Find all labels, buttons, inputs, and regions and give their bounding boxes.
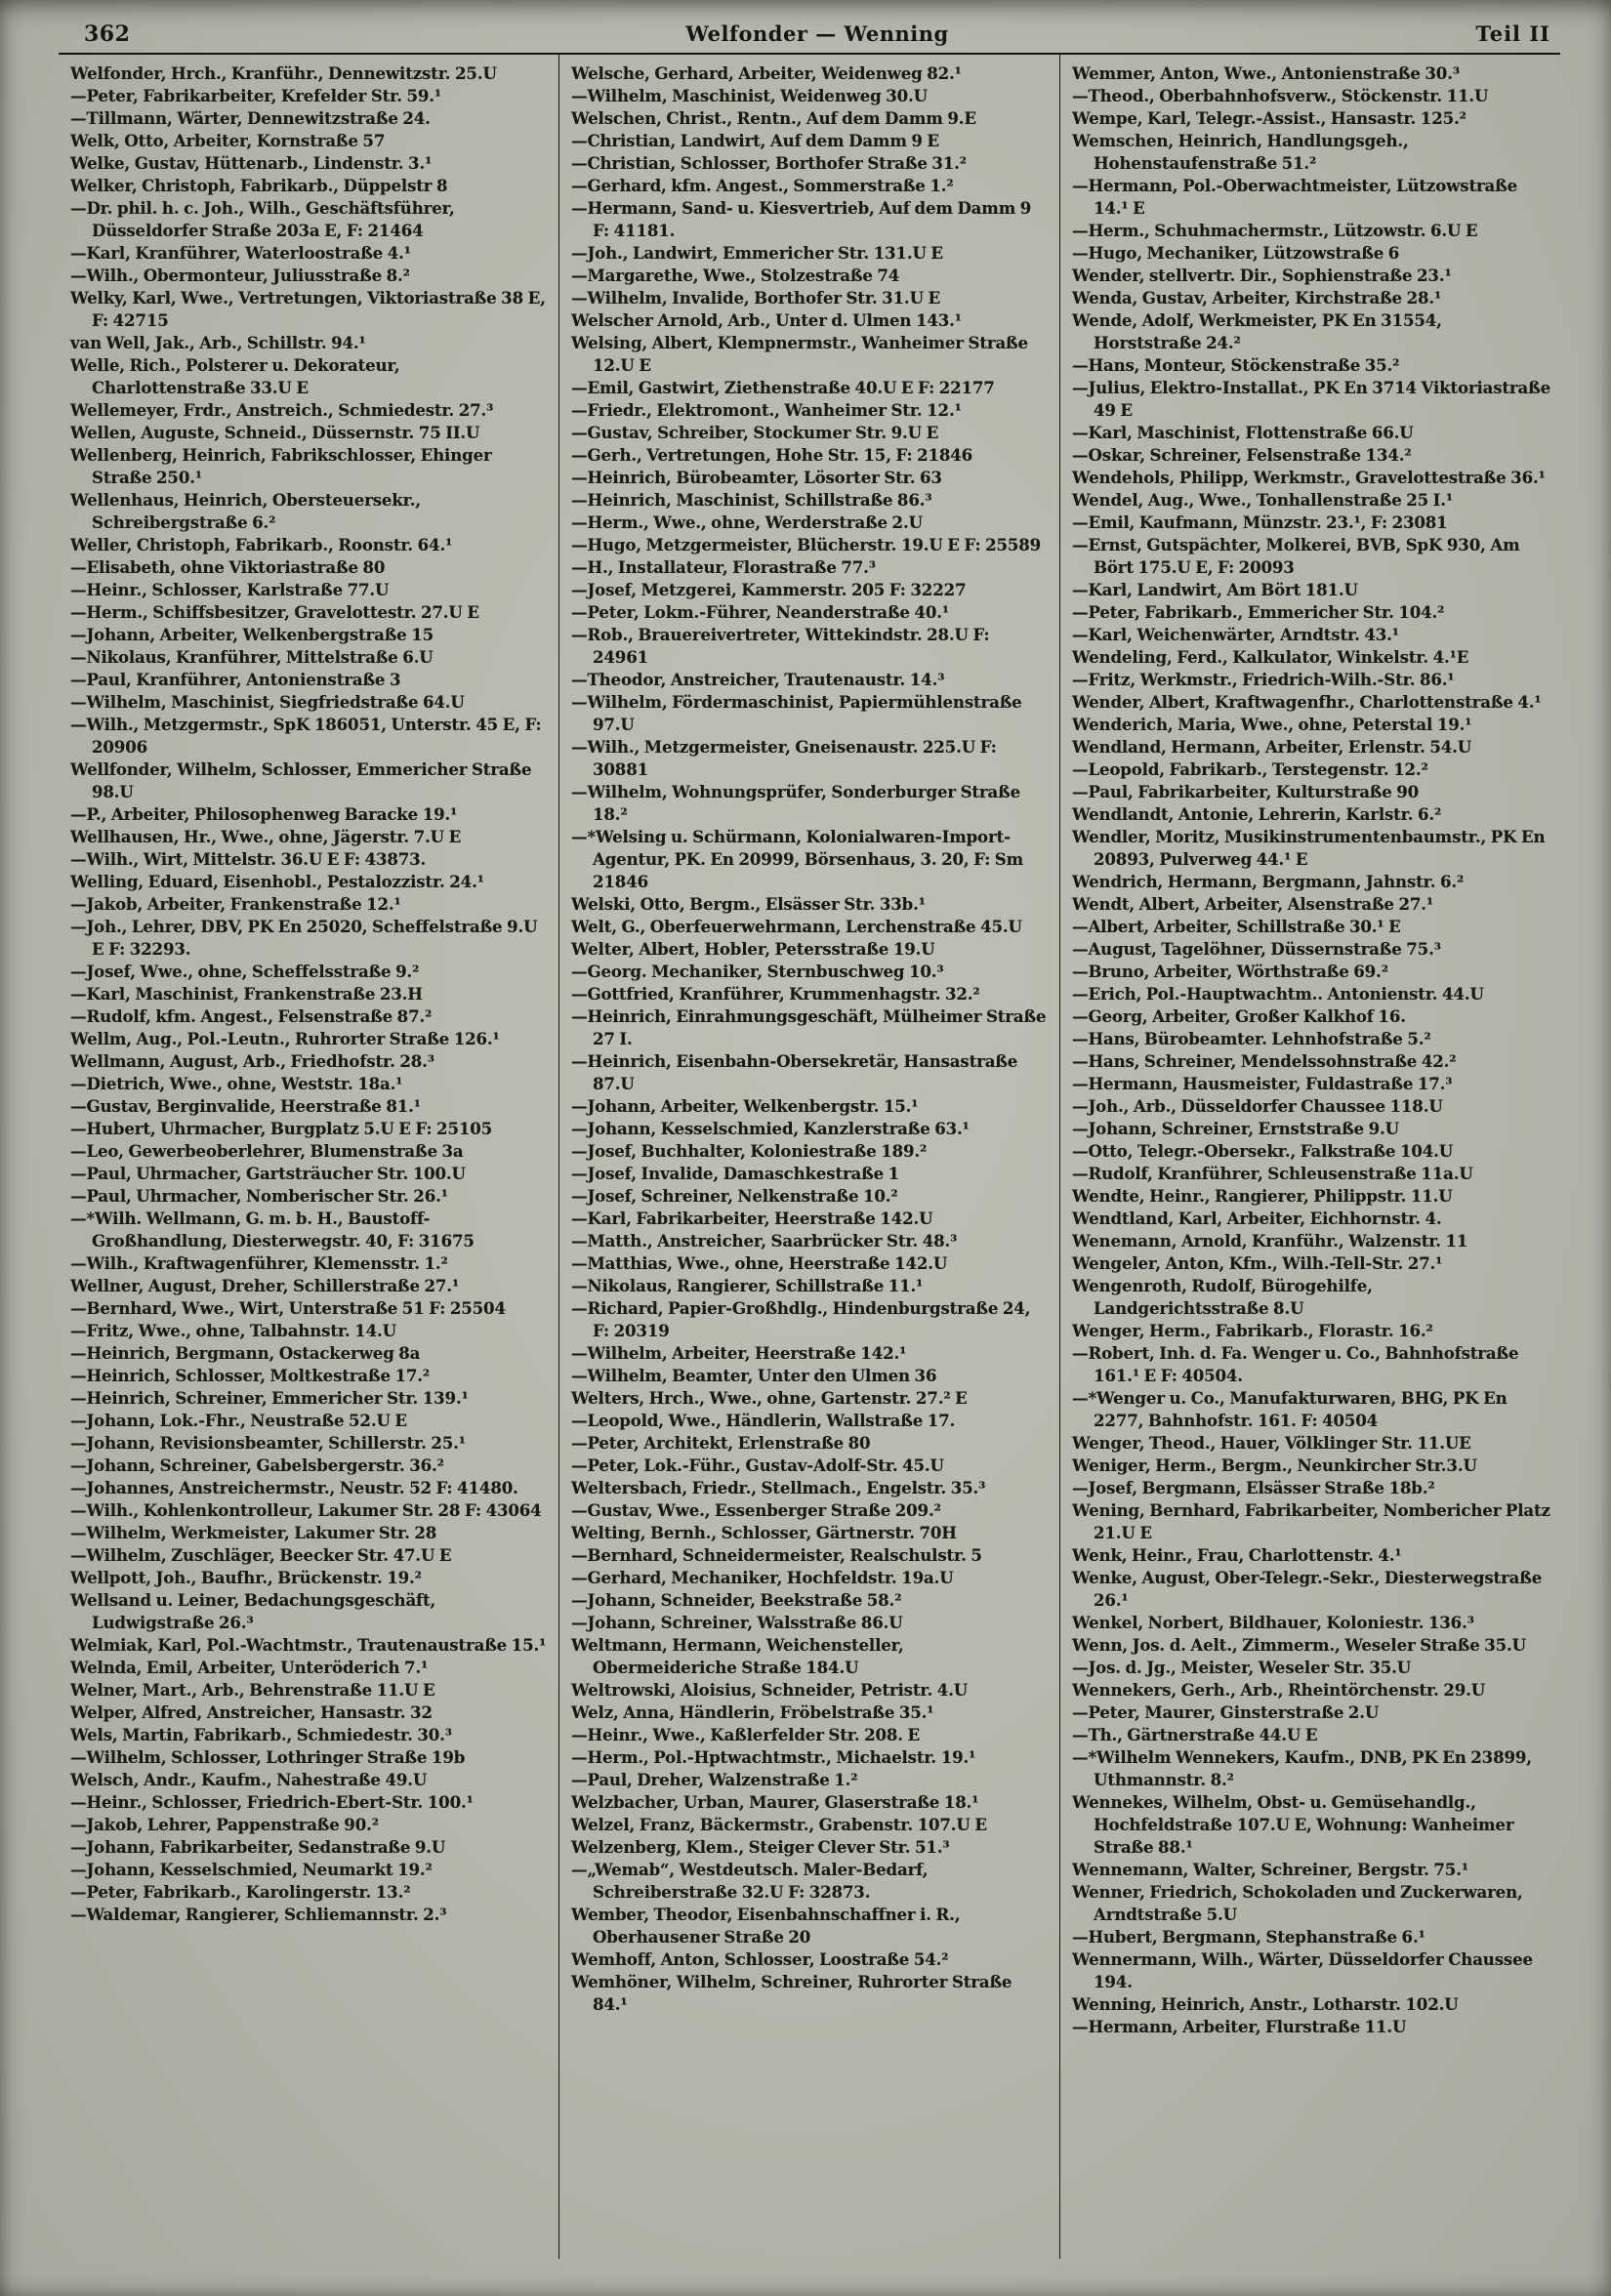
directory-entry: —Gerhard, kfm. Angest., Sommerstraße 1.² (571, 176, 954, 195)
directory-entry: —Wilhelm, Maschinist, Siegfriedstraße 64.U (70, 692, 465, 712)
directory-entry: Welle, Rich., Polsterer u. Dekorateur, Charlottenstraße 33.U E (70, 355, 400, 397)
directory-entry: —Dietrich, Wwe., ohne, Weststr. 18a.¹ (70, 1074, 403, 1093)
directory-entry: —Heinrich, Bergmann, Ostackerweg 8a (70, 1343, 421, 1363)
directory-entry: —Jos. d. Jg., Meister, Weseler Str. 35.U (1072, 1658, 1412, 1677)
directory-entry: Wende, Adolf, Werkmeister, PK En 31554, Horststraße 24.² (1072, 310, 1442, 352)
directory-entry: —Albert, Arbeiter, Schillstraße 30.¹ E (1072, 917, 1401, 936)
directory-entry: Wempe, Karl, Telegr.-Assist., Hansastr. 125.² (1072, 108, 1466, 128)
directory-entry: —Wilh., Kohlenkontrolleur, Lakumer Str. 28 F: 43064 (70, 1500, 542, 1520)
directory-entry: Welker, Christoph, Fabrikarb., Düppelstr 8 (70, 176, 448, 195)
directory-entry: —Ernst, Gutspächter, Molkerei, BVB, SpK 930, Am Bört 175.U E, F: 20093 (1072, 535, 1520, 577)
directory-entry: —Margarethe, Wwe., Stolzestraße 74 (571, 266, 900, 285)
directory-entry: Wellen, Auguste, Schneid., Düssernstr. 75 II.U (70, 423, 480, 442)
directory-entry: Wenkel, Norbert, Bildhauer, Koloniestr. 136.³ (1072, 1613, 1474, 1632)
directory-entry: —Josef, Schreiner, Nelkenstraße 10.² (571, 1186, 898, 1206)
directory-entry: —Karl, Landwirt, Am Bört 181.U (1072, 580, 1358, 599)
directory-entry: —Bruno, Arbeiter, Wörthstraße 69.² (1072, 962, 1388, 981)
directory-entry: —Heinrich, Einrahmungsgeschäft, Mülheimer Straße 27 I. (571, 1006, 1047, 1048)
directory-entry: —Christian, Landwirt, Auf dem Damm 9 E (571, 131, 939, 150)
directory-entry: —Hans, Schreiner, Mendelssohnstraße 42.² (1072, 1051, 1457, 1071)
directory-entry: —Johann, Revisionsbeamter, Schillerstr. 25.¹ (70, 1433, 466, 1453)
directory-entry: —Wilhelm, Schlosser, Lothringer Straße 19b (70, 1747, 466, 1767)
directory-entry: Weltersbach, Friedr., Stellmach., Engelstr. 35.³ (571, 1478, 986, 1497)
directory-entry: —Richard, Papier-Großhdlg., Hindenburgstraße 24, F: 20319 (571, 1298, 1031, 1340)
directory-entry: —Johann, Schreiner, Walsstraße 86.U (571, 1613, 903, 1632)
directory-entry: —Heinrich, Maschinist, Schillstraße 86.³ (571, 490, 932, 510)
directory-entry: Welmiak, Karl, Pol.-Wachtmstr., Trautenaustraße 15.¹ (70, 1635, 547, 1655)
directory-entry: —Peter, Fabrikarbeiter, Krefelder Str. 59.¹ (70, 86, 442, 105)
directory-entry: —Gerh., Vertretungen, Hohe Str. 15, F: 21846 (571, 445, 973, 465)
directory-entry: Wellemeyer, Frdr., Anstreich., Schmiedestr. 27.³ (70, 400, 494, 420)
directory-entry: —Jakob, Arbeiter, Frankenstraße 12.¹ (70, 894, 401, 914)
directory-entry: Welzenberg, Klem., Steiger Clever Str. 51.³ (571, 1837, 950, 1857)
directory-entry: —Josef, Metzgerei, Kammerstr. 205 F: 32227 (571, 580, 967, 599)
directory-entry: Wendte, Heinr., Rangierer, Philippstr. 11.U (1072, 1186, 1453, 1206)
directory-entry: Welsche, Gerhard, Arbeiter, Weidenweg 82.¹ (571, 63, 962, 83)
directory-entry: —Heinrich, Bürobeamter, Lösorter Str. 63 (571, 468, 942, 487)
directory-entry: —Heinrich, Eisenbahn-Obersekretär, Hansastraße 87.U (571, 1051, 1018, 1093)
directory-entry: —Hermann, Arbeiter, Flurstraße 11.U (1072, 2017, 1407, 2036)
directory-entry: —Peter, Fabrikarb., Karolingerstr. 13.² (70, 1882, 411, 1902)
directory-entry: —Johann, Kesselschmied, Neumarkt 19.² (70, 1860, 433, 1879)
directory-entry: Welnda, Emil, Arbeiter, Unteröderich 7.¹ (70, 1658, 429, 1677)
column (59, 55, 558, 2259)
directory-entry: Wennemann, Walter, Schreiner, Bergstr. 75.¹ (1072, 1860, 1468, 1879)
directory-entry: Wellpott, Joh., Baufhr., Brückenstr. 19.² (70, 1568, 422, 1587)
directory-entry: Welky, Karl, Wwe., Vertretungen, Viktoriastraße 38 E, F: 42715 (70, 288, 546, 330)
directory-entry: Wemhöner, Wilhelm, Schreiner, Ruhrorter Straße 84.¹ (571, 1972, 1012, 2014)
directory-entry: Welzbacher, Urban, Maurer, Glaserstraße 18.¹ (571, 1792, 979, 1812)
directory-entry: —Hubert, Uhrmacher, Burgplatz 5.U E F: 25105 (70, 1119, 493, 1138)
directory-entry: —Johann, Schneider, Beekstraße 58.² (571, 1590, 902, 1610)
directory-entry: Wels, Martin, Fabrikarb., Schmiedestr. 30.³ (70, 1725, 452, 1744)
directory-entry: —Hermann, Hausmeister, Fuldastraße 17.³ (1072, 1074, 1453, 1093)
directory-entry: —Peter, Lok.-Führ., Gustav-Adolf-Str. 45.U (571, 1456, 944, 1475)
directory-entry: —Theodor, Anstreicher, Trautenaustr. 14.³ (571, 670, 945, 689)
directory-entry: —Johann, Arbeiter, Welkenbergstraße 15 (70, 625, 434, 644)
directory-entry: Wendt, Albert, Arbeiter, Alsenstraße 27.¹ (1072, 894, 1433, 914)
directory-entry: —Nikolaus, Rangierer, Schillstraße 11.¹ (571, 1276, 924, 1295)
directory-entry: Wenger, Herm., Fabrikarb., Florastr. 16.² (1072, 1321, 1433, 1340)
directory-entry: —Wilhelm, Arbeiter, Heerstraße 142.¹ (571, 1343, 907, 1363)
directory-entry: —Hugo, Metzgermeister, Blücherstr. 19.U E F: 25589 (571, 535, 1042, 554)
directory-entry: —Leopold, Fabrikarb., Terstegenstr. 12.² (1072, 759, 1428, 779)
directory-entry: —Heinr., Schlosser, Friedrich-Ebert-Str. 100.¹ (70, 1792, 474, 1812)
column (558, 55, 1059, 2259)
directory-entry: Wendtland, Karl, Arbeiter, Eichhornstr. 4. (1072, 1209, 1442, 1228)
directory-entry: —Friedr., Elektromont., Wanheimer Str. 12.¹ (571, 400, 962, 420)
directory-entry: —Emil, Kaufmann, Münzstr. 23.¹, F: 23081 (1072, 512, 1448, 532)
directory-entry: Welter, Albert, Hobler, Petersstraße 19.U (571, 939, 935, 959)
directory-entry: —*Wenger u. Co., Manufakturwaren, BHG, PK En 2277, Bahnhofstr. 161. F: 40504 (1072, 1388, 1508, 1430)
directory-entry: —Robert, Inh. d. Fa. Wenger u. Co., Bahnhofstraße 161.¹ E F: 40504. (1072, 1343, 1519, 1385)
directory-entry: —*Welsing u. Schürmann, Kolonialwaren-Import-Agentur, PK. En 20999, Börsenhaus, 3. 20, F: Sm 21846 (571, 827, 1024, 891)
directory-entry: Wellmann, August, Arb., Friedhofstr. 28.³ (70, 1051, 434, 1071)
directory-entry: Wenke, August, Ober-Telegr.-Sekr., Diesterwegstraße 26.¹ (1072, 1568, 1543, 1610)
directory-entry: Wellner, August, Dreher, Schillerstraße 27.¹ (70, 1276, 460, 1295)
directory-entry: —Emil, Gastwirt, Ziethenstraße 40.U E F: 22177 (571, 378, 995, 397)
directory-entry: —Paul, Dreher, Walzenstraße 1.² (571, 1770, 858, 1789)
directory-entry: —Peter, Maurer, Ginsterstraße 2.U (1072, 1702, 1380, 1722)
directory-entry: —Heinr., Wwe., Kaßlerfelder Str. 208. E (571, 1725, 921, 1744)
directory-entry: —Johann, Schreiner, Ernststraße 9.U (1072, 1119, 1399, 1138)
directory-entry: —Josef, Invalide, Damaschkestraße 1 (571, 1164, 900, 1183)
directory-entry: —Bernhard, Schneidermeister, Realschulstr. 5 (571, 1545, 982, 1565)
directory-entry: Wember, Theodor, Eisenbahnschaffner i. R., Oberhausener Straße 20 (571, 1905, 961, 1947)
directory-entry: —Wilhelm, Fördermaschinist, Papiermühlenstraße 97.U (571, 692, 1022, 734)
directory-entry: Wening, Bernhard, Fabrikarbeiter, Nombericher Platz 21.U E (1072, 1500, 1550, 1542)
directory-entry: —Johann, Lok.-Fhr., Neustraße 52.U E (70, 1411, 407, 1430)
directory-entry: —Wilhelm, Beamter, Unter den Ulmen 36 (571, 1366, 937, 1385)
directory-entry: —Gustav, Berginvalide, Heerstraße 81.¹ (70, 1096, 421, 1116)
directory-entry: Welski, Otto, Bergm., Elsässer Str. 33b.¹ (571, 894, 926, 914)
directory-entry: —Karl, Maschinist, Flottenstraße 66.U (1072, 423, 1414, 442)
directory-entry: —Wilh., Obermonteur, Juliusstraße 8.² (70, 266, 410, 285)
directory-entry: Wengenroth, Rudolf, Bürogehilfe, Landgerichtsstraße 8.U (1072, 1276, 1373, 1318)
directory-entry: —Herm., Wwe., ohne, Werderstraße 2.U (571, 512, 923, 532)
directory-entry: —Hans, Monteur, Stöckenstraße 35.² (1072, 355, 1400, 375)
directory-entry: Wendlandt, Antonie, Lehrerin, Karlstr. 6.² (1072, 804, 1442, 824)
directory-entry: —Wilh., Metzgermstr., SpK 186051, Unterstr. 45 E, F: 20906 (70, 715, 542, 757)
directory-entry: Wellenhaus, Heinrich, Obersteuersekr., Schreibergstraße 6.² (70, 490, 421, 532)
directory-entry: Wellenberg, Heinrich, Fabrikschlosser, Ehinger Straße 250.¹ (70, 445, 492, 487)
directory-entry: —Karl, Fabrikarbeiter, Heerstraße 142.U (571, 1209, 933, 1228)
directory-entry: Wenning, Heinrich, Anstr., Lotharstr. 102.U (1072, 1994, 1459, 2014)
directory-entry: —Georg. Mechaniker, Sternbuschweg 10.³ (571, 962, 944, 981)
directory-entry: Wenner, Friedrich, Schokoladen und Zuckerwaren, Arndtstraße 5.U (1072, 1882, 1523, 1924)
directory-entry: Weltmann, Hermann, Weichensteller, Obermeideriche Straße 184.U (571, 1635, 904, 1677)
directory-entry: Wendler, Moritz, Musikinstrumentenbaumstr., PK En 20893, Pulverweg 44.¹ E (1072, 827, 1546, 869)
directory-entry: Welk, Otto, Arbeiter, Kornstraße 57 (70, 131, 386, 150)
directory-entry: —Johann, Fabrikarbeiter, Sedanstraße 9.U (70, 1837, 446, 1857)
directory-entry: —Herm., Pol.-Hptwachtmstr., Michaelstr. 19.¹ (571, 1747, 976, 1767)
directory-entry: —Th., Gärtnerstraße 44.U E (1072, 1725, 1318, 1744)
directory-entry: Weller, Christoph, Fabrikarb., Roonstr. 64.¹ (70, 535, 453, 554)
column (1059, 55, 1560, 2259)
directory-entry: —Georg, Arbeiter, Großer Kalkhof 16. (1072, 1006, 1406, 1026)
directory-entry: —Josef, Buchhalter, Koloniestraße 189.² (571, 1141, 928, 1161)
directory-entry: Wenderich, Maria, Wwe., ohne, Peterstal 19.¹ (1072, 715, 1472, 734)
directory-entry: —Julius, Elektro-Installat., PK En 3714 Viktoriastraße 49 E (1072, 378, 1550, 420)
directory-entry: Wenk, Heinr., Frau, Charlottenstr. 4.¹ (1072, 1545, 1402, 1565)
directory-entry: —P., Arbeiter, Philosophenweg Baracke 19.¹ (70, 804, 458, 824)
directory-entry: —Bernhard, Wwe., Wirt, Unterstraße 51 F: 25504 (70, 1298, 506, 1318)
directory-entry: Wellm, Aug., Pol.-Leutn., Ruhrorter Straße 126.¹ (70, 1029, 500, 1048)
directory-entry: Wendrich, Hermann, Bergmann, Jahnstr. 6.² (1072, 872, 1465, 891)
directory-entry: —Wilhelm, Wohnungsprüfer, Sonderburger Straße 18.² (571, 782, 1020, 824)
directory-entry: —Peter, Architekt, Erlenstraße 80 (571, 1433, 871, 1453)
directory-entry: Wengeler, Anton, Kfm., Wilh.-Tell-Str. 27.¹ (1072, 1253, 1443, 1273)
directory-entry: Welting, Bernh., Schlosser, Gärtnerstr. 70H (571, 1523, 957, 1542)
directory-entry: Welters, Hrch., Wwe., ohne, Gartenstr. 27.² E (571, 1388, 968, 1408)
directory-entry: —Karl, Kranführer, Waterloostraße 4.¹ (70, 243, 411, 263)
directory-entry: —Herm., Schuhmachermstr., Lützowstr. 6.U E (1072, 221, 1478, 240)
directory-entry: —Fritz, Wwe., ohne, Talbahnstr. 14.U (70, 1321, 396, 1340)
directory-entry: —Elisabeth, ohne Viktoriastraße 80 (70, 557, 386, 577)
directory-entry: Welling, Eduard, Eisenhobl., Pestalozzistr. 24.¹ (70, 872, 484, 891)
directory-entry: —„Wemab“, Westdeutsch. Maler-Bedarf, Schreiberstraße 32.U F: 32873. (571, 1860, 929, 1902)
directory-entry: Wendel, Aug., Wwe., Tonhallenstraße 25 I.¹ (1072, 490, 1454, 510)
directory-entry: Welke, Gustav, Hüttenarb., Lindenstr. 3.¹ (70, 153, 433, 173)
directory-entry: —Johann, Arbeiter, Welkenbergstr. 15.¹ (571, 1096, 919, 1116)
directory-entry: van Well, Jak., Arb., Schillstr. 94.¹ (70, 333, 366, 352)
directory-entry: —Hubert, Bergmann, Stephanstraße 6.¹ (1072, 1927, 1425, 1947)
header-part-label: Teil II (1475, 21, 1550, 46)
directory-entry: —Oskar, Schreiner, Felsenstraße 134.² (1072, 445, 1412, 465)
directory-entry: —H., Installateur, Florastraße 77.³ (571, 557, 876, 577)
directory-entry: Wellsand u. Leiner, Bedachungsgeschäft, Ludwigstraße 26.³ (70, 1590, 436, 1632)
directory-entry: Welschen, Christ., Rentn., Auf dem Damm 9.E (571, 108, 976, 128)
directory-entry: —Hermann, Pol.-Oberwachtmeister, Lützowstraße 14.¹ E (1072, 176, 1518, 218)
directory-entry: —Waldemar, Rangierer, Schliemannstr. 2.³ (70, 1905, 447, 1924)
directory-entry: —Wilhelm, Maschinist, Weidenweg 30.U (571, 86, 928, 105)
directory-entry: —Matth., Anstreicher, Saarbrücker Str. 48.³ (571, 1231, 958, 1250)
directory-entry: Weltrowski, Aloisius, Schneider, Petristr. 4.U (571, 1680, 969, 1700)
directory-entry: —August, Tagelöhner, Düssernstraße 75.³ (1072, 939, 1441, 959)
directory-entry: —Rob., Brauereivertreter, Wittekindstr. 28.U F: 24961 (571, 625, 990, 667)
directory-entry: —Wilhelm, Werkmeister, Lakumer Str. 28 (70, 1523, 437, 1542)
directory-entry: —Hans, Bürobeamter. Lehnhofstraße 5.² (1072, 1029, 1431, 1048)
directory-entry: —Matthias, Wwe., ohne, Heerstraße 142.U (571, 1253, 948, 1273)
directory-entry: —Herm., Schiffsbesitzer, Gravelottestr. 27.U E (70, 602, 479, 622)
directory-entry: —Leo, Gewerbeoberlehrer, Blumenstraße 3a (70, 1141, 464, 1161)
directory-entry: Wellfonder, Wilhelm, Schlosser, Emmericher Straße 98.U (70, 759, 532, 801)
page-header (59, 21, 1560, 55)
directory-entry: —Peter, Fabrikarb., Emmericher Str. 104.² (1072, 602, 1445, 622)
directory-entry: Wendeling, Ferd., Kalkulator, Winkelstr. 4.¹E (1072, 647, 1469, 667)
directory-entry: Welper, Alfred, Anstreicher, Hansastr. 32 (70, 1702, 433, 1722)
directory-entry: —Rudolf, kfm. Angest., Felsenstraße 87.² (70, 1006, 433, 1026)
directory-entry: —Gottfried, Kranführer, Krummenhagstr. 32.² (571, 984, 980, 1004)
directory-entry: —*Wilh. Wellmann, G. m. b. H., Baustoff-Großhandlung, Diesterwegstr. 40, F: 31675 (70, 1209, 475, 1250)
directory-entry: —Otto, Telegr.-Obersekr., Falkstraße 104.U (1072, 1141, 1454, 1161)
directory-entry: —Nikolaus, Kranführer, Mittelstraße 6.U (70, 647, 434, 667)
directory-entry: —Gustav, Schreiber, Stockumer Str. 9.U E (571, 423, 939, 442)
directory-entry: —Heinrich, Schlosser, Moltkestraße 17.² (70, 1366, 431, 1385)
directory-entry: —Paul, Kranführer, Antonienstraße 3 (70, 670, 401, 689)
directory-entry: —Wilhelm, Invalide, Borthofer Str. 31.U E (571, 288, 941, 308)
directory-entry: Wendland, Hermann, Arbeiter, Erlenstr. 54.U (1072, 737, 1472, 757)
directory-entry: —Paul, Fabrikarbeiter, Kulturstraße 90 (1072, 782, 1420, 801)
directory-entry: —Josef, Wwe., ohne, Scheffelsstraße 9.² (70, 962, 420, 981)
directory-entry: Welt, G., Oberfeuerwehrmann, Lerchenstraße 45.U (571, 917, 1022, 936)
directory-entry: Wemhoff, Anton, Schlosser, Loostraße 54.² (571, 1949, 949, 1969)
directory-entry: —Joh., Lehrer, DBV, PK En 25020, Scheffelstraße 9.U E F: 32293. (70, 917, 538, 959)
directory-entry: —Hermann, Sand- u. Kiesvertrieb, Auf dem Damm 9 F: 41181. (571, 198, 1032, 240)
directory-entry: —Hugo, Mechaniker, Lützowstraße 6 (1072, 243, 1400, 263)
directory-entry: —Dr. phil. h. c. Joh., Wilh., Geschäftsführer, Düsseldorfer Straße 203a E, F: 21464 (70, 198, 455, 240)
directory-columns (59, 55, 1560, 2259)
directory-entry: Welsing, Albert, Klempnermstr., Wanheimer Straße 12.U E (571, 333, 1028, 375)
directory-entry: —Gerhard, Mechaniker, Hochfeldstr. 19a.U (571, 1568, 954, 1587)
directory-entry: —Johann, Kesselschmied, Kanzlerstraße 63.¹ (571, 1119, 970, 1138)
directory-entry: —Jakob, Lehrer, Pappenstraße 90.² (70, 1815, 379, 1834)
directory-entry: Wendehols, Philipp, Werkmstr., Gravelottestraße 36.¹ (1072, 468, 1546, 487)
page-number: 362 (84, 21, 131, 47)
directory-entry: Wellhausen, Hr., Wwe., ohne, Jägerstr. 7.U E (70, 827, 462, 846)
directory-entry: Wennermann, Wilh., Wärter, Düsseldorfer Chaussee 194. (1072, 1949, 1533, 1991)
directory-entry: —Wilhelm, Zuschläger, Beecker Str. 47.U E (70, 1545, 452, 1565)
directory-entry: Welscher Arnold, Arb., Unter d. Ulmen 143.¹ (571, 310, 962, 330)
directory-entry: Welsch, Andr., Kaufm., Nahestraße 49.U (70, 1770, 428, 1789)
directory-entry: —Peter, Lokm.-Führer, Neanderstraße 40.¹ (571, 602, 949, 622)
directory-entry: Welzel, Franz, Bäckermstr., Grabenstr. 107.U E (571, 1815, 987, 1834)
directory-entry: —Johannes, Anstreichermstr., Neustr. 52 F: 41480. (70, 1478, 518, 1497)
directory-entry: —Gustav, Wwe., Essenberger Straße 209.² (571, 1500, 941, 1520)
directory-entry: —Wilh., Kraftwagenführer, Klemensstr. 1.² (70, 1253, 448, 1273)
header-title: Welfonder — Wenning (685, 21, 949, 46)
directory-entry: —Paul, Uhrmacher, Nomberischer Str. 26.¹ (70, 1186, 448, 1206)
directory-entry: —Josef, Bergmann, Elsässer Straße 18b.² (1072, 1478, 1435, 1497)
directory-entry: —Karl, Maschinist, Frankenstraße 23.H (70, 984, 423, 1004)
directory-entry: Wennekes, Wilhelm, Obst- u. Gemüsehandlg., Hochfeldstraße 107.U E, Wohnung: Wanheimer Straße 88.¹ (1072, 1792, 1514, 1857)
directory-entry: Welz, Anna, Händlerin, Fröbelstraße 35.¹ (571, 1702, 934, 1722)
directory-entry: Wender, stellvertr. Dir., Sophienstraße 23.¹ (1072, 266, 1452, 285)
directory-entry: —Fritz, Werkmstr., Friedrich-Wilh.-Str. 86.¹ (1072, 670, 1455, 689)
directory-entry: —Joh., Arb., Düsseldorfer Chaussee 118.U (1072, 1096, 1443, 1116)
directory-entry: Welfonder, Hrch., Kranführ., Dennewitzstr. 25.U (70, 63, 497, 83)
directory-entry: Wenn, Jos. d. Aelt., Zimmerm., Weseler Straße 35.U (1072, 1635, 1526, 1655)
directory-entry: —Erich, Pol.-Hauptwachtm.. Antonienstr. 44.U (1072, 984, 1484, 1004)
directory-entry: Wender, Albert, Kraftwagenfhr., Charlottenstraße 4.¹ (1072, 692, 1542, 712)
directory-entry: Wenda, Gustav, Arbeiter, Kirchstraße 28.¹ (1072, 288, 1442, 308)
directory-entry: —Johann, Schreiner, Gabelsbergerstr. 36.² (70, 1456, 444, 1475)
directory-entry: Wemmer, Anton, Wwe., Antonienstraße 30.³ (1072, 63, 1460, 83)
directory-entry: —Rudolf, Kranführer, Schleusenstraße 11a.U (1072, 1164, 1473, 1183)
directory-entry: Wenemann, Arnold, Kranführ., Walzenstr. 11 (1072, 1231, 1468, 1250)
directory-entry: Wennekers, Gerh., Arb., Rheintörchenstr. 29.U (1072, 1680, 1486, 1700)
directory-entry: —Theod., Oberbahnhofsverw., Stöckenstr. 11.U (1072, 86, 1489, 105)
directory-entry: —Karl, Weichenwärter, Arndtstr. 43.¹ (1072, 625, 1399, 644)
directory-entry: —Leopold, Wwe., Händlerin, Wallstraße 17. (571, 1411, 956, 1430)
directory-entry: Wemschen, Heinrich, Handlungsgeh., Hohenstaufenstraße 51.² (1072, 131, 1409, 173)
directory-entry: Weniger, Herm., Bergm., Neunkircher Str.3.U (1072, 1456, 1477, 1475)
directory-entry: —Wilh., Metzgermeister, Gneisenaustr. 225.U F: 30881 (571, 737, 997, 779)
directory-entry: —Tillmann, Wärter, Dennewitzstraße 24. (70, 108, 431, 128)
directory-entry: —Wilh., Wirt, Mittelstr. 36.U E F: 43873. (70, 849, 427, 869)
directory-entry: —Paul, Uhrmacher, Gartsträucher Str. 100.U (70, 1164, 466, 1183)
directory-entry: —Heinrich, Schreiner, Emmericher Str. 139.¹ (70, 1388, 469, 1408)
directory-entry: Welner, Mart., Arb., Behrenstraße 11.U E (70, 1680, 435, 1700)
directory-entry: —*Wilhelm Wennekers, Kaufm., DNB, PK En 23899, Uthmannstr. 8.² (1072, 1747, 1532, 1789)
directory-entry: Wenger, Theod., Hauer, Völklinger Str. 11.UE (1072, 1433, 1471, 1453)
directory-entry: —Christian, Schlosser, Borthofer Straße 31.² (571, 153, 967, 173)
directory-entry: —Heinr., Schlosser, Karlstraße 77.U (70, 580, 390, 599)
directory-entry: —Joh., Landwirt, Emmericher Str. 131.U E (571, 243, 943, 263)
